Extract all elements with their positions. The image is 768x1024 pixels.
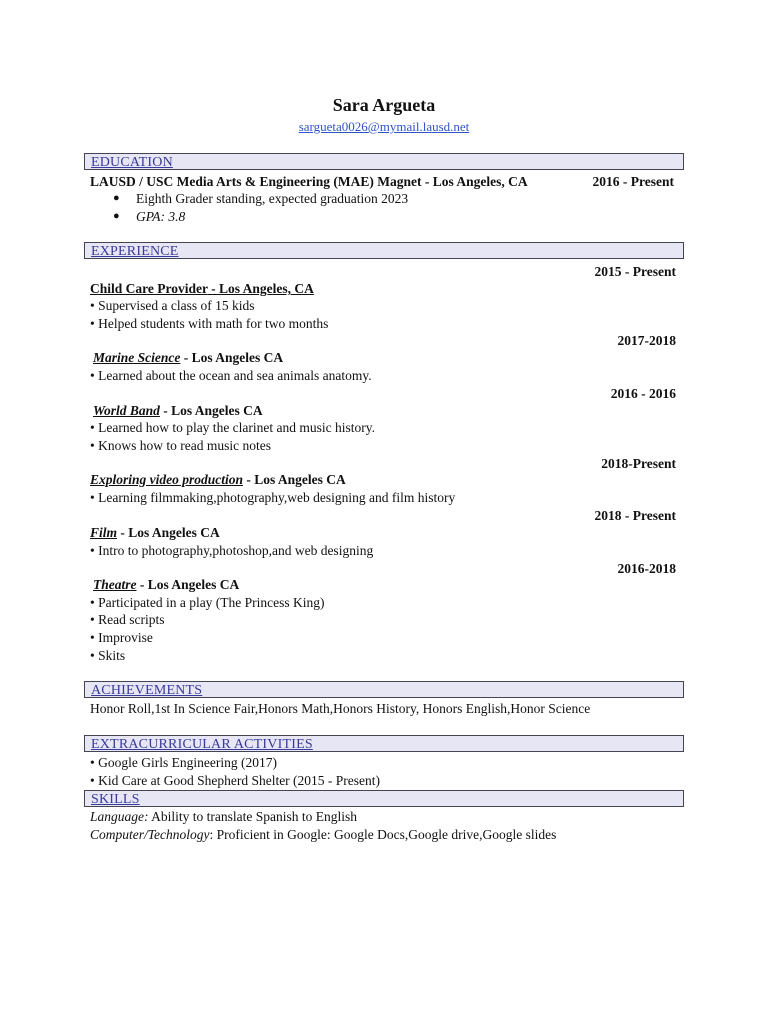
experience-title: Marine Science (93, 350, 181, 365)
experience-detail: • Helped students with math for two months (90, 316, 329, 331)
experience-dates: 2016 - 2016 (610, 386, 676, 401)
experience-title-line (93, 576, 239, 593)
experience-heading-bar (84, 242, 684, 259)
email-line (0, 119, 768, 135)
bullet-dot: ● (113, 210, 120, 222)
experience-title-line (90, 524, 220, 541)
skills-computer-value: Proficient in Google: Google Docs,Google drive,Google slides (213, 827, 557, 842)
experience-detail: • Intro to photography,photoshop,and web designing (90, 543, 374, 558)
experience-dates: 2015 - Present (594, 264, 676, 279)
bullet-dot: ● (113, 192, 120, 204)
extracurricular-item: • Google Girls Engineering (2017) (90, 755, 277, 770)
experience-detail: • Knows how to read music notes (90, 438, 271, 453)
achievements-heading-bar (84, 681, 684, 698)
experience-title: World Band (93, 403, 160, 418)
experience-detail: • Participated in a play (The Princess King) (90, 595, 325, 610)
experience-title: Child Care Provider (90, 281, 208, 296)
experience-location: - Los Angeles CA (180, 350, 284, 365)
experience-title-line (93, 402, 263, 419)
experience-detail: • Read scripts (90, 612, 165, 627)
skills-heading: SKILLS (91, 792, 140, 807)
experience-dates: 2018 - Present (594, 508, 676, 523)
experience-location: - Los Angeles, CA (207, 281, 314, 296)
experience-detail: • Supervised a class of 15 kids (90, 298, 255, 313)
skills-language-value: Ability to translate Spanish to English (148, 809, 357, 824)
education-heading-bar (84, 153, 684, 170)
experience-title: Exploring video production (90, 472, 244, 487)
email-link[interactable]: sargueta0026@mymail.lausd.net (298, 119, 470, 134)
experience-title-line (93, 349, 283, 366)
skills-language-label: Language: (90, 809, 149, 824)
experience-title: Film (90, 525, 118, 540)
extracurricular-heading-bar (84, 735, 684, 752)
experience-location: - Los Angeles CA (159, 403, 263, 418)
experience-dates: 2018-Present (601, 456, 676, 471)
experience-title-line (90, 471, 346, 488)
experience-title-line (90, 280, 314, 297)
skills-computer-label: Computer/Technology (90, 827, 210, 842)
experience-detail: • Learned about the ocean and sea animals anatomy. (90, 368, 372, 383)
experience-detail: • Learned how to play the clarinet and music history. (90, 420, 376, 435)
extracurricular-item: • Kid Care at Good Shepherd Shelter (2015 - Present) (90, 773, 381, 788)
experience-detail: • Improvise (90, 630, 153, 645)
experience-location: - Los Angeles CA (243, 472, 346, 487)
education-bullet: Eighth Grader standing, expected graduation 2023 (136, 191, 409, 206)
resume-name: Sara Argueta (332, 95, 436, 115)
education-school: LAUSD / USC Media Arts & Engineering (MAE) Magnet - Los Angeles, CA (90, 174, 528, 189)
education-dates: 2016 - Present (592, 174, 674, 189)
education-gpa: GPA: 3.8 (136, 209, 186, 224)
extracurricular-heading: EXTRACURRICULAR ACTIVITIES (91, 737, 313, 752)
achievements-heading: ACHIEVEMENTS (91, 683, 203, 698)
skills-computer (90, 826, 556, 843)
skills-heading-bar (84, 790, 684, 807)
skills-computer-sep: : (209, 827, 214, 842)
experience-title: Theatre (93, 577, 137, 592)
experience-dates: 2016-2018 (617, 561, 676, 576)
experience-heading: EXPERIENCE (91, 244, 179, 259)
education-heading: EDUCATION (91, 155, 173, 170)
skills-language (90, 808, 357, 825)
experience-location: - Los Angeles CA (117, 525, 220, 540)
experience-location: - Los Angeles CA (136, 577, 240, 592)
experience-detail: • Skits (90, 648, 126, 663)
experience-detail: • Learning filmmaking,photography,web designing and film history (90, 490, 456, 505)
experience-dates: 2017-2018 (617, 333, 676, 348)
achievements-text: Honor Roll,1st In Science Fair,Honors Math,Honors History, Honors English,Honor Science (90, 701, 591, 716)
